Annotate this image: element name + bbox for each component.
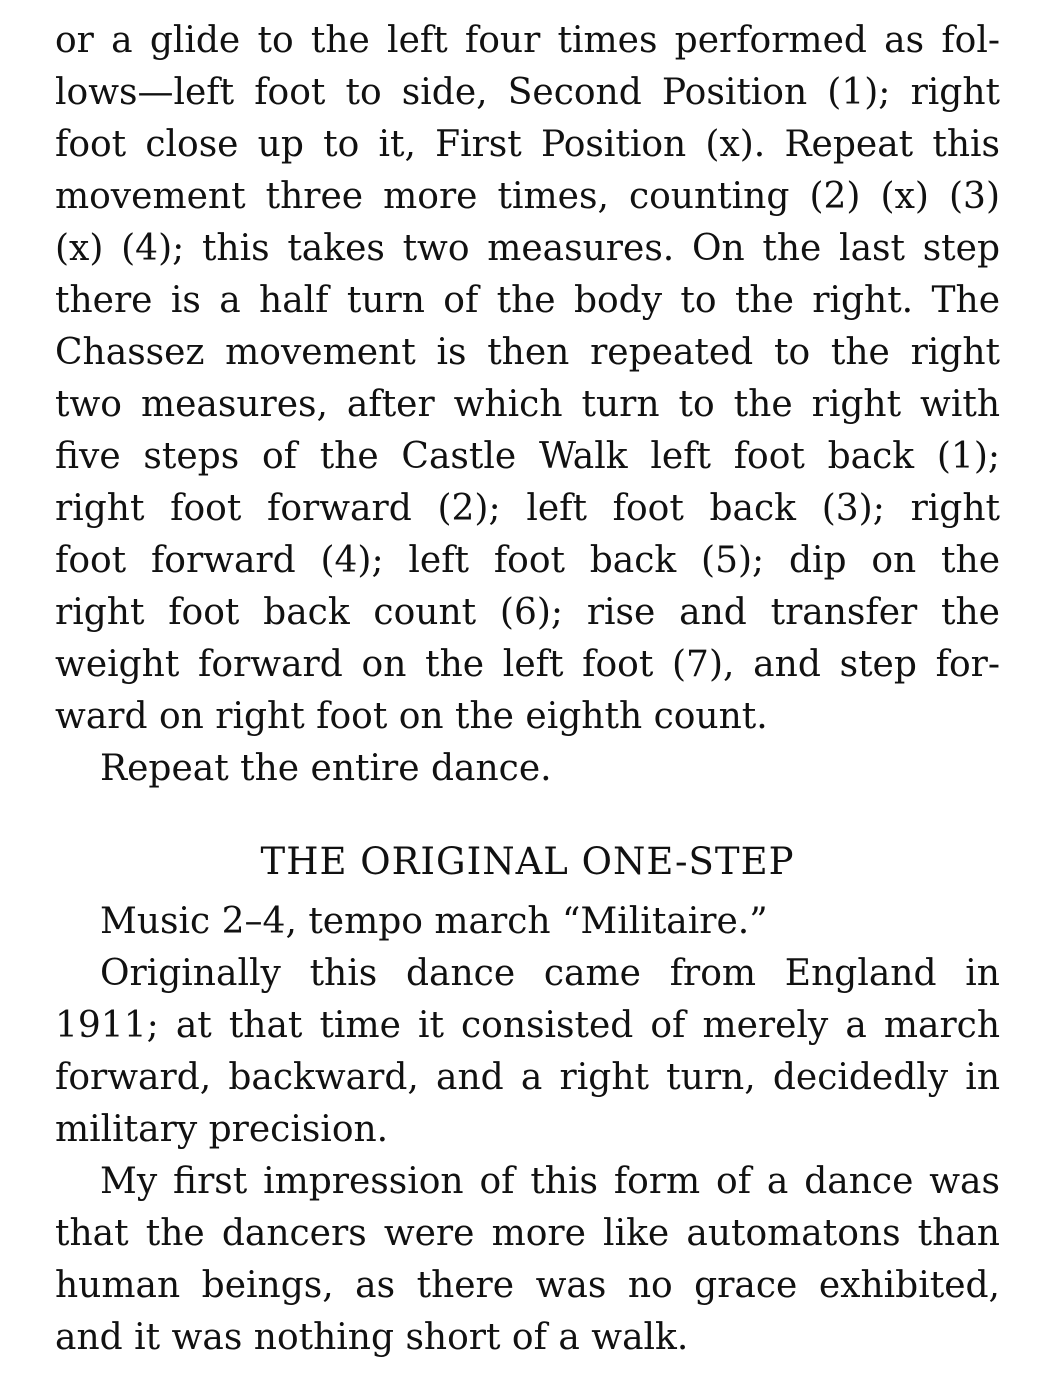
- music-line: Music 2–4, tempo march “Militaire.”: [100, 901, 768, 942]
- text-line: two measures, after which turn to the right with: [55, 384, 1000, 425]
- text-line: (x) (4); this takes two measures. On the last step: [55, 228, 1000, 269]
- text-line: and it was nothing short of a walk.: [55, 1317, 689, 1358]
- text-line: or a glide to the left four times performed as fol-: [55, 20, 1000, 61]
- text-line: foot forward (4); left foot back (5); dip on the: [55, 540, 1000, 581]
- text-line: 1911; at that time it consisted of merely a march: [55, 1005, 1000, 1046]
- text-line: right foot back count (6); rise and transfer the: [55, 592, 1000, 633]
- text-line: military precision.: [55, 1109, 389, 1150]
- text-line: Originally this dance came from England in: [100, 953, 1000, 994]
- text-line: weight forward on the left foot (7), and step for-: [55, 644, 1000, 685]
- text-line: movement three more times, counting (2) (x) (3): [55, 176, 1000, 217]
- text-line: lows—left foot to side, Second Position (1); right: [55, 72, 1000, 113]
- text-line: My first impression of this form of a dance was: [100, 1161, 1000, 1202]
- text-line: foot close up to it, First Position (x). Repeat this: [55, 124, 1000, 165]
- text-line: five steps of the Castle Walk left foot back (1);: [55, 436, 1000, 477]
- text-line: that the dancers were more like automatons than: [55, 1213, 1000, 1254]
- text-line: there is a half turn of the body to the right. The: [55, 280, 1000, 321]
- section-heading: THE ORIGINAL ONE-STEP: [260, 840, 795, 883]
- text-line: Repeat the entire dance.: [100, 748, 552, 789]
- text-line: forward, backward, and a right turn, decidedly in: [55, 1057, 1000, 1098]
- text-line: right foot forward (2); left foot back (3); right: [55, 488, 1000, 529]
- text-line: human beings, as there was no grace exhibited,: [55, 1265, 1000, 1306]
- text-line: ward on right foot on the eighth count.: [55, 696, 768, 737]
- text-line: Chassez movement is then repeated to the right: [55, 332, 1000, 373]
